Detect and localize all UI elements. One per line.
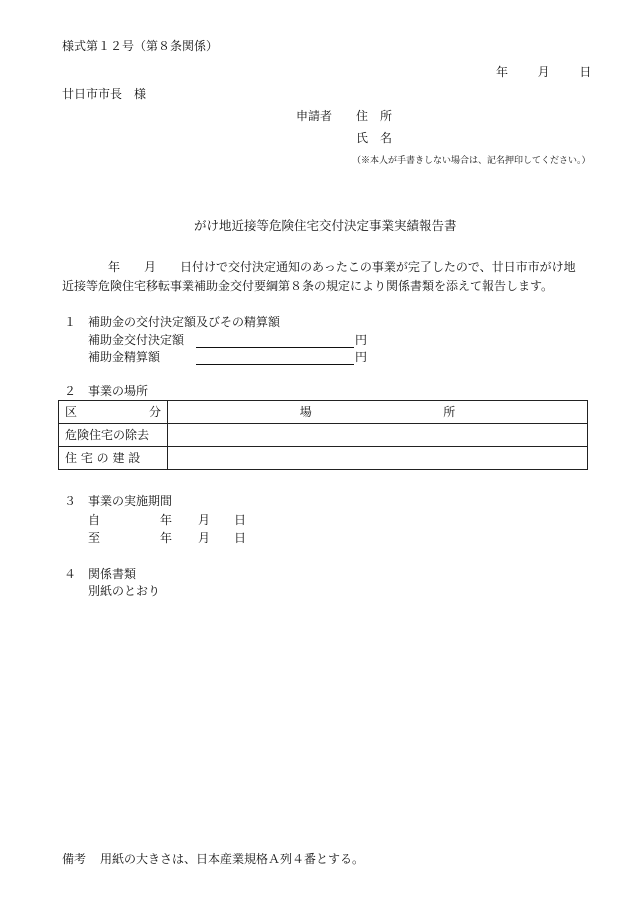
settled-amount-unit: 円 — [355, 350, 368, 364]
header-place: 場 所 — [168, 401, 588, 424]
decided-amount-label: 補助金交付決定額 — [88, 333, 185, 347]
header-category: 区 分 — [59, 401, 168, 424]
applicant-note: （※本人が手書きしない場合は、記名押印してください。） — [352, 156, 591, 166]
body-year: 年 — [108, 260, 121, 274]
date-year: 年 — [496, 65, 509, 79]
body-month: 月 — [144, 260, 157, 274]
period-start-prefix: 自 — [88, 513, 101, 527]
body-line1-rest: 日付けで交付決定通知のあったこの事業が完了したので、廿日市市がけ地 — [180, 260, 576, 274]
footer-note — [62, 851, 364, 867]
section1-item-decided — [88, 332, 367, 348]
name-label: 氏 名 — [356, 131, 393, 145]
form-number: 様式第１２号（第８条関係） — [62, 39, 219, 53]
place-table — [58, 400, 588, 470]
period-start — [88, 512, 246, 528]
section3-heading: ３ 事業の実施期間 — [64, 494, 173, 508]
table-row — [59, 424, 588, 447]
row-label-removal: 危険住宅の除去 — [59, 424, 168, 447]
settled-amount-label: 補助金精算額 — [88, 350, 161, 364]
section1-item-settled — [88, 349, 367, 365]
date-day: 日 — [579, 65, 592, 79]
period-start-year: 年 — [160, 513, 173, 527]
decided-amount-unit: 円 — [355, 333, 368, 347]
section4-heading: ４ 関係書類 — [64, 567, 137, 581]
body-line-2: 近接等危険住宅移転事業補助金交付要綱第８条の規定により関係書類を添えて報告します。 — [62, 279, 554, 293]
construction-place-field[interactable] — [168, 447, 588, 470]
section4-content: 別紙のとおり — [88, 584, 161, 598]
addressee: 廿日市市長 様 — [62, 87, 147, 101]
applicant-label: 申請者 — [296, 109, 333, 123]
table-row — [59, 447, 588, 470]
period-end-prefix: 至 — [88, 531, 101, 545]
place-table-header — [59, 401, 588, 424]
section1-heading: １ 補助金の交付決定額及びその精算額 — [64, 315, 281, 329]
decided-amount-field[interactable] — [196, 335, 354, 348]
date-line — [496, 64, 591, 80]
period-start-day: 日 — [234, 513, 247, 527]
document-title: がけ地近接等危険住宅交付決定事業実績報告書 — [194, 218, 457, 233]
section2-heading: ２ 事業の場所 — [64, 384, 149, 398]
footer-text: 用紙の大きさは、日本産業規格Ａ列４番とする。 — [100, 852, 365, 866]
address-label: 住 所 — [356, 109, 393, 123]
settled-amount-field[interactable] — [196, 352, 354, 365]
period-end-year: 年 — [160, 531, 173, 545]
date-month: 月 — [537, 65, 550, 79]
period-end — [88, 530, 246, 546]
period-end-day: 日 — [234, 531, 247, 545]
body-line-1 — [62, 259, 576, 275]
footer-label: 備考 — [62, 852, 87, 866]
period-end-month: 月 — [198, 531, 211, 545]
row-label-construction: 住 宅 の 建 設 — [59, 447, 168, 470]
period-start-month: 月 — [198, 513, 211, 527]
removal-place-field[interactable] — [168, 424, 588, 447]
